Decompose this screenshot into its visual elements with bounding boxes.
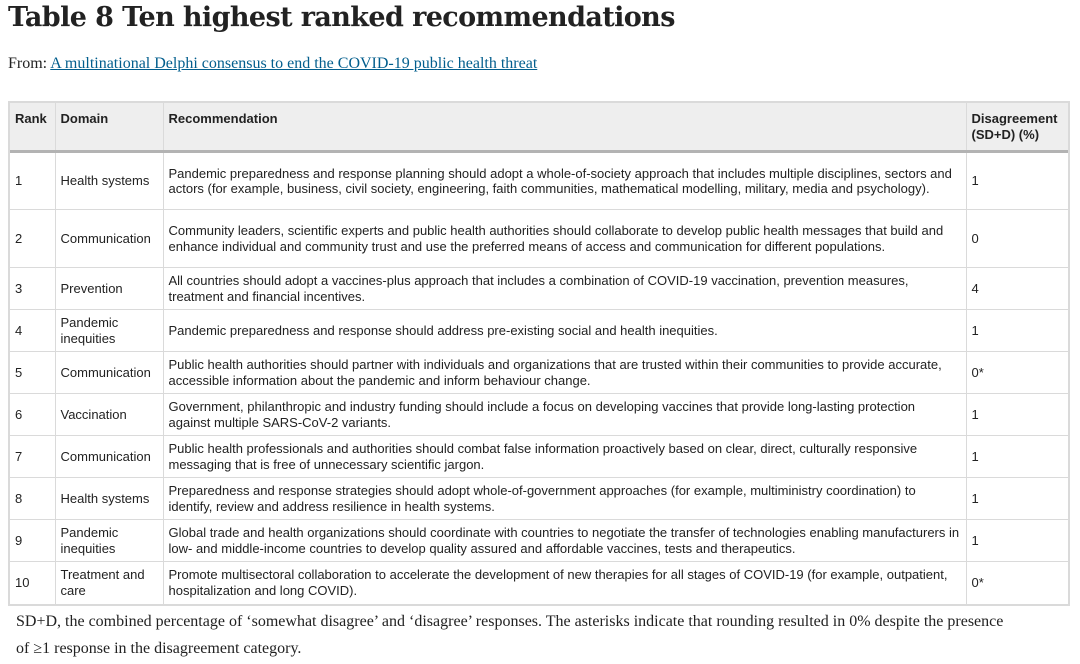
table-row: [10, 152, 1068, 210]
cell-domain: Communication: [55, 352, 163, 394]
cell-disagreement: 1: [966, 478, 1068, 520]
table-row: [10, 436, 1068, 478]
recommendations-table-container: [8, 101, 1070, 606]
cell-domain: Pandemic inequities: [55, 520, 163, 562]
cell-recommendation: Global trade and health organizations should coordinate with countries to negotiate the transfer of technologies enabling manufacturers in low- and middle-income countries to develop quality assured and affordable vaccines, tests and therapeutics.: [163, 520, 966, 562]
table-row: [10, 562, 1068, 604]
table-row: [10, 268, 1068, 310]
header-row: [10, 103, 1068, 152]
table-row: [10, 352, 1068, 394]
cell-domain: Communication: [55, 436, 163, 478]
cell-disagreement: 1: [966, 394, 1068, 436]
cell-recommendation: All countries should adopt a vaccines-plus approach that includes a combination of COVID-19 vaccination, prevention measures, treatment and financial incentives.: [163, 268, 966, 310]
cell-domain: Communication: [55, 210, 163, 268]
cell-domain: Prevention: [55, 268, 163, 310]
cell-disagreement: 0: [966, 210, 1068, 268]
table-title: Table 8 Ten highest ranked recommendations: [8, 2, 675, 33]
cell-rank: 6: [10, 394, 55, 436]
cell-rank: 7: [10, 436, 55, 478]
cell-disagreement: 1: [966, 152, 1068, 210]
cell-domain: Treatment and care: [55, 562, 163, 604]
recommendations-table: [10, 103, 1068, 604]
cell-recommendation: Pandemic preparedness and response should address pre-existing social and health inequities.: [163, 310, 966, 352]
cell-disagreement: 1: [966, 520, 1068, 562]
header-recommendation: Recommendation: [163, 103, 966, 152]
table-row: [10, 394, 1068, 436]
cell-rank: 1: [10, 152, 55, 210]
cell-rank: 8: [10, 478, 55, 520]
cell-domain: Pandemic inequities: [55, 310, 163, 352]
cell-recommendation: Government, philanthropic and industry funding should include a focus on developing vaccines that provide long-lasting protection against multiple SARS-CoV-2 variants.: [163, 394, 966, 436]
table-row: [10, 210, 1068, 268]
table-row: [10, 478, 1068, 520]
cell-disagreement: 0*: [971, 575, 984, 590]
table-row: [10, 520, 1068, 562]
cell-domain: Health systems: [55, 478, 163, 520]
header-disagreement: Disagreement (SD+D) (%): [966, 103, 1068, 152]
cell-rank: 5: [10, 352, 55, 394]
source-line: [8, 55, 537, 73]
cell-domain: Vaccination: [55, 394, 163, 436]
header-domain: Domain: [55, 103, 163, 152]
cell-recommendation: Public health authorities should partner with individuals and organizations that are trusted within their communities to provide accurate, accessible information about the pandemic and inform behaviour change.: [163, 352, 966, 394]
cell-rank: 10: [10, 562, 55, 604]
from-label: From:: [8, 55, 48, 72]
cell-rank: 4: [10, 310, 55, 352]
cell-disagreement: 0*: [966, 352, 1068, 394]
table-row: [10, 310, 1068, 352]
cell-recommendation: Pandemic preparedness and response planning should adopt a whole-of-society approach that includes multiple disciplines, sectors and actors (for example, business, civil society, engineering, faith communities, mathematical modelling, military, media and psychology).: [163, 152, 966, 210]
source-article-link[interactable]: A multinational Delphi consensus to end the COVID-19 public health threat: [50, 55, 538, 72]
cell-recommendation: Promote multisectoral collaboration to accelerate the development of new therapies for all stages of COVID-19 (for example, outpatient, hospitalization and long COVID).: [163, 562, 966, 604]
table-footnote: SD+D, the combined percentage of ‘somewhat disagree’ and ‘disagree’ responses. The asterisks indicate that rounding resulted in 0% despite the presence of ≥1 response in the disagreement category.: [16, 613, 1004, 657]
cell-disagreement: 1: [966, 310, 1068, 352]
cell-domain: Health systems: [55, 152, 163, 210]
cell-disagreement: 1: [966, 436, 1068, 478]
cell-recommendation: Community leaders, scientific experts and public health authorities should collaborate to develop public health messages that build and enhance individual and community trust and use the preferred means of access and communication for different populations.: [163, 210, 966, 268]
cell-rank: 9: [10, 520, 55, 562]
cell-rank: 3: [10, 268, 55, 310]
cell-recommendation: Public health professionals and authorities should combat false information proactively based on clear, direct, culturally responsive messaging that is free of unnecessary scientific jargon.: [163, 436, 966, 478]
cell-rank: 2: [10, 210, 55, 268]
cell-disagreement: 4: [966, 268, 1068, 310]
header-rank: Rank: [10, 103, 55, 152]
cell-recommendation: Preparedness and response strategies should adopt whole-of-government approaches (for example, multiministry coordination) to identify, review and address resilience in health systems.: [163, 478, 966, 520]
